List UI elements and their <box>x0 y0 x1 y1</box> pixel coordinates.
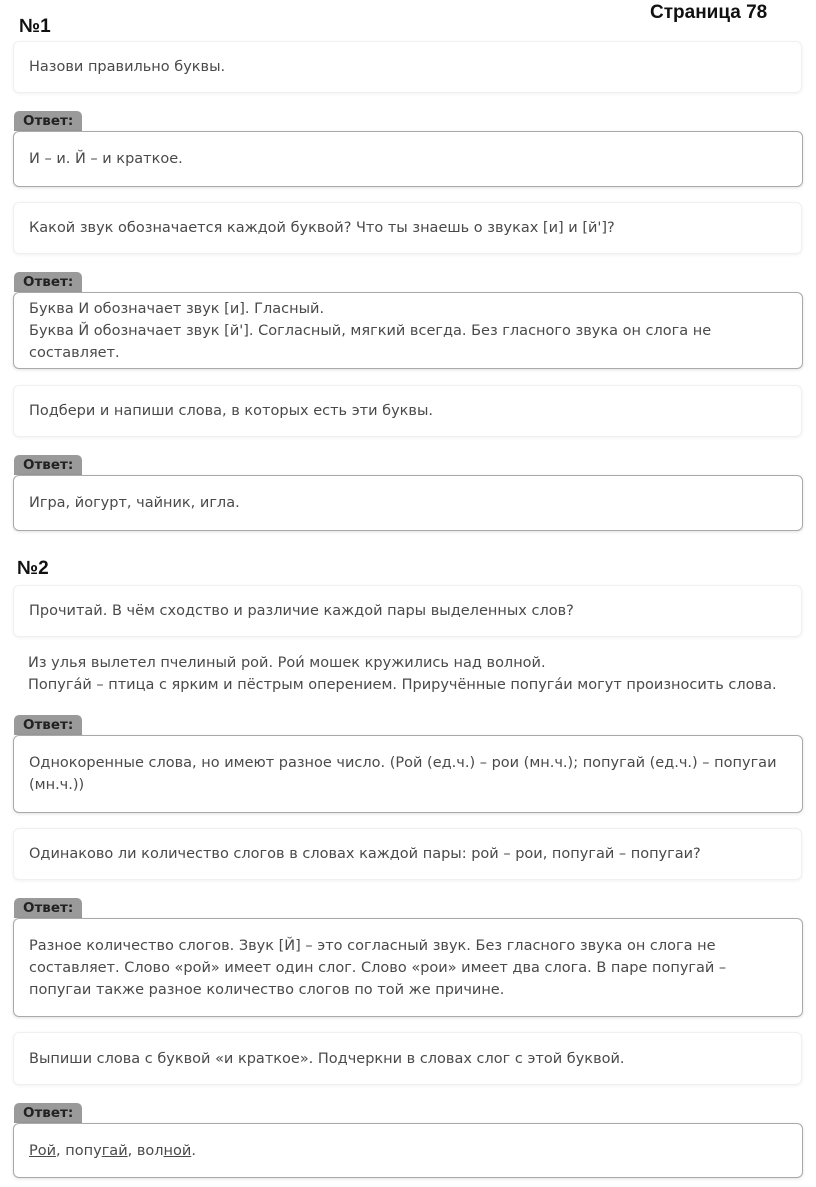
answer-tag: Ответ: <box>14 898 82 918</box>
answer-text: Игра, йогурт, чайник, игла. <box>29 495 240 511</box>
question-text: Подбери и напиши слова, в которых есть эти буквы. <box>29 403 434 419</box>
question-card <box>13 385 802 437</box>
answer-tag: Ответ: <box>14 715 82 735</box>
question-card <box>13 41 802 93</box>
answer-text: Однокоренные слова, но имеют разное число. (Рой (ед.ч.) – рои (мн.ч.); попугай (ед.ч.) – попугаи (мн.ч.)) <box>29 755 777 793</box>
answer-tag: Ответ: <box>14 111 82 131</box>
question-card <box>13 828 802 880</box>
question-card <box>13 585 802 637</box>
reading-line: Попуга́й – птица с ярким и пёстрым оперением. Приручённые попуга́и могут произносить слова. <box>28 677 777 693</box>
answer-card <box>13 131 803 187</box>
underlined-syllable: Рой <box>29 1142 57 1159</box>
question-text: Прочитай. В чём сходство и различие каждой пары выделенных слов? <box>29 603 574 619</box>
question-card <box>13 202 802 254</box>
question-text: Выпиши слова с буквой «и краткое». Подчеркни в словах слог с этой буквой. <box>29 1050 625 1067</box>
question-card <box>13 1032 802 1085</box>
answer-tag: Ответ: <box>14 455 82 475</box>
reading-text <box>28 652 777 696</box>
answer-fragment: , вол <box>127 1142 164 1159</box>
task-number-1: №1 <box>19 16 51 37</box>
answer-card <box>13 292 803 369</box>
answer-text: Разное количество слогов. Звук [Й] – это согласный звук. Без гласного звука он слога не составляет. Слово «рой» имеет один слог. Слово «рои» имеет два слога. В паре попугай – попугаи также разное количество слогов по той же причине. <box>29 937 727 998</box>
underlined-syllable: ной <box>163 1142 192 1159</box>
question-text: Одинаково ли количество слогов в словах каждой пары: рой – рои, попугай – попугаи? <box>29 846 701 862</box>
answer-card <box>13 918 803 1017</box>
answer-text: И – и. Й – и краткое. <box>29 151 183 167</box>
answer-line: Буква Й обозначает звук [й']. Согласный, мягкий всегда. Без гласного звука он слога не составляет. <box>29 322 712 361</box>
answer-card <box>13 735 803 813</box>
answer-fragment: . <box>191 1142 196 1159</box>
answer-card <box>13 1123 803 1178</box>
answer-card <box>13 475 803 531</box>
task-number-2: №2 <box>17 558 49 579</box>
page-number: Страница 78 <box>650 2 768 23</box>
reading-line: Из улья вылетел пчелиный рой. Рои́ мошек кружились над волной. <box>28 655 546 671</box>
answer-line: Буква И обозначает звук [и]. Гласный. <box>29 300 325 317</box>
answer-text <box>29 1140 787 1162</box>
answer-fragment: , попу <box>56 1142 102 1159</box>
question-text: Какой звук обозначается каждой буквой? Что ты знаешь о звуках [и] и [й']? <box>29 220 615 236</box>
answer-tag: Ответ: <box>14 1103 82 1123</box>
underlined-syllable: гай <box>101 1142 128 1159</box>
answer-tag: Ответ: <box>14 272 82 292</box>
question-text: Назови правильно буквы. <box>29 59 226 75</box>
